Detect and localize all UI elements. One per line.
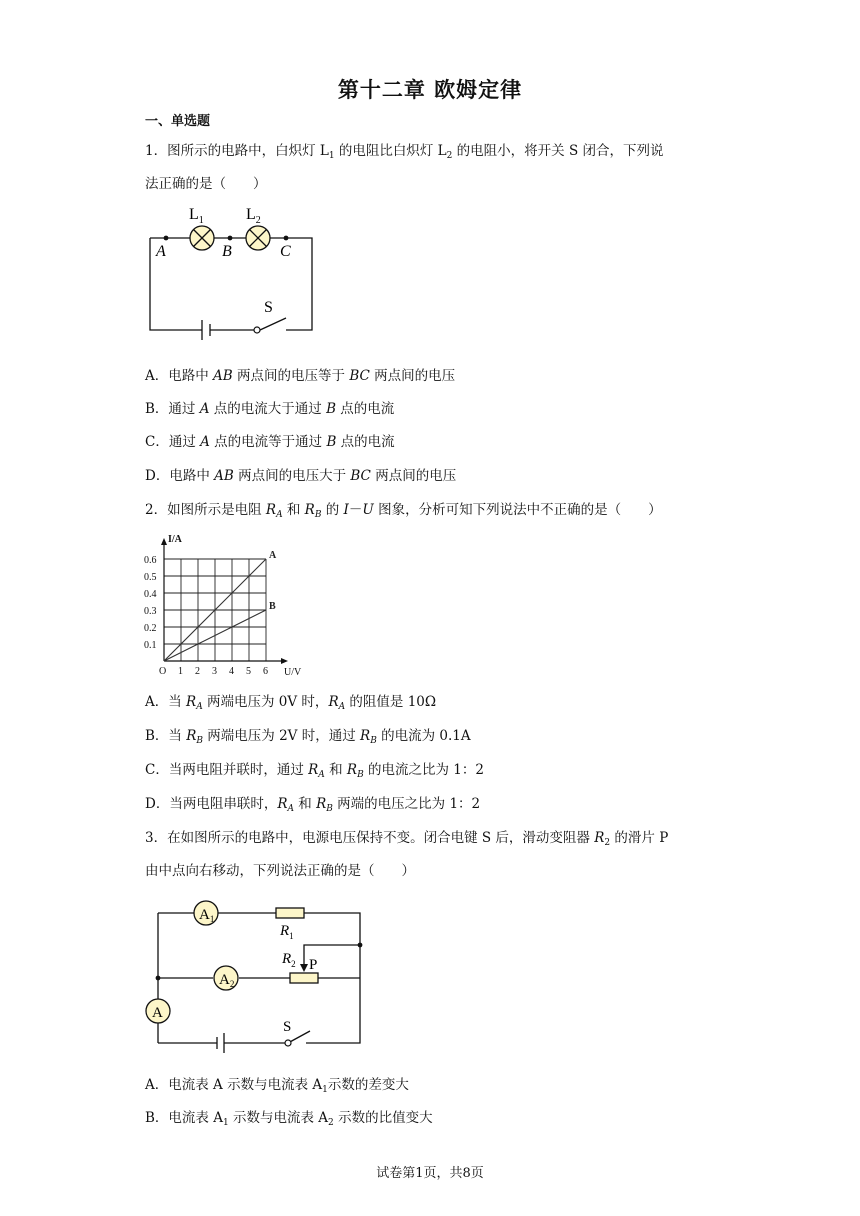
x-tick-label: 1 <box>178 666 183 677</box>
q2-option-a[interactable]: A．当 $R_A$ 两端电压为 0V 时，$R_A$ 的阻值是 10Ω <box>145 694 437 712</box>
x-tick-label: 6 <box>263 666 268 677</box>
ammeter-a1-label: $A_1$ <box>199 907 215 924</box>
point-c-label: C <box>280 243 291 260</box>
y-tick-label: 0.6 <box>144 555 157 566</box>
lamp-l2 <box>246 226 270 250</box>
point-a-label: A <box>156 243 166 260</box>
y-tick-label: 0.4 <box>144 589 157 600</box>
q1-stem-line1: 1．图所示的电路中，白炽灯 $L_1$ 的电阻比白炽灯 $L_2$ 的电阻小，将开关 S 闭合，下列说 <box>145 143 664 161</box>
switch-label: S <box>264 299 273 316</box>
q3-circuit-figure <box>140 895 380 1055</box>
y-axis-arrow <box>161 538 167 545</box>
page-footer: 试卷第1页，共8页 <box>376 1166 484 1181</box>
x-tick-label: 3 <box>212 666 217 677</box>
x-tick-label: 5 <box>246 666 251 677</box>
lamp-l1-label: $L_1$ <box>189 206 204 226</box>
r1-label: $R_1$ <box>280 923 294 941</box>
series-label-a: A <box>269 550 277 561</box>
section-heading: 一、单选题 <box>145 114 211 129</box>
y-tick-label: 0.5 <box>144 572 157 583</box>
chart-labels <box>144 534 302 678</box>
resistor-r1 <box>276 908 304 918</box>
q1-circuit-figure <box>140 200 320 355</box>
q1-option-c[interactable]: C．通过 A 点的电流等于通过 B 点的电流 <box>145 434 395 450</box>
q2-stem: 2．如图所示是电阻 $R_A$ 和 $R_B$ 的 I－U 图象，分析可知下列说法中不正确的是（ ） <box>145 502 662 520</box>
series-label-b: B <box>269 601 276 612</box>
q2-option-c[interactable]: C．当两电阻并联时，通过 $R_A$ 和 $R_B$ 的电流之比为 1：2 <box>145 762 484 780</box>
point-b-label: B <box>222 243 232 260</box>
y-tick-label: 0.1 <box>144 640 157 651</box>
q1-stem-line2: 法正确的是（ ） <box>145 176 267 192</box>
q2-option-d[interactable]: D．当两电阻串联时，$R_A$ 和 $R_B$ 两端的电压之比为 1：2 <box>145 796 481 814</box>
resistor-r2 <box>290 973 318 983</box>
x-axis-arrow <box>281 658 288 664</box>
q1-option-d[interactable]: D．电路中 AB 两点间的电压大于 BC 两点间的电压 <box>145 468 457 484</box>
r2-label: $R_2$ <box>282 951 296 969</box>
y-axis-title: I/A <box>168 534 182 545</box>
y-tick-label: 0.3 <box>144 606 157 617</box>
q1-option-b[interactable]: B．通过 A 点的电流大于通过 B 点的电流 <box>145 401 395 417</box>
lamp-l2-label: $L_2$ <box>246 206 261 226</box>
lamp-l1 <box>190 226 214 250</box>
ammeter-a2-label: $A_2$ <box>219 972 235 989</box>
q2-option-b[interactable]: B．当 $R_B$ 两端电压为 2V 时，通过 $R_B$ 的电流为 0.1A <box>145 728 471 746</box>
page-title: 第十二章 欧姆定律 <box>337 78 523 102</box>
slider-p-label: P <box>309 957 318 973</box>
q3-stem-line1: 3．在如图所示的电路中，电源电压保持不变。闭合电键 S 后，滑动变阻器 $R_2$ 的滑片 P <box>145 830 669 848</box>
q3-option-a[interactable]: A．电流表 A 示数与电流表 $A_1$示数的差变大 <box>145 1077 409 1095</box>
y-tick-label: 0.2 <box>144 623 157 634</box>
switch-s-label: S <box>283 1019 292 1035</box>
x-tick-label: 4 <box>229 666 234 677</box>
q3-option-b[interactable]: B．电流表 $A_1$ 示数与电流表 $A_2$ 示数的比值变大 <box>145 1110 433 1128</box>
iu-chart <box>142 530 312 680</box>
ammeter-a-label: A <box>152 1005 163 1021</box>
x-tick-label: 2 <box>195 666 200 677</box>
x-axis-title: U/V <box>284 667 302 678</box>
origin-label: O <box>159 666 167 677</box>
q3-stem-line2: 由中点向右移动，下列说法正确的是（ ） <box>145 863 415 879</box>
q1-option-a[interactable]: A．电路中 AB 两点间的电压等于 BC 两点间的电压 <box>145 368 456 384</box>
